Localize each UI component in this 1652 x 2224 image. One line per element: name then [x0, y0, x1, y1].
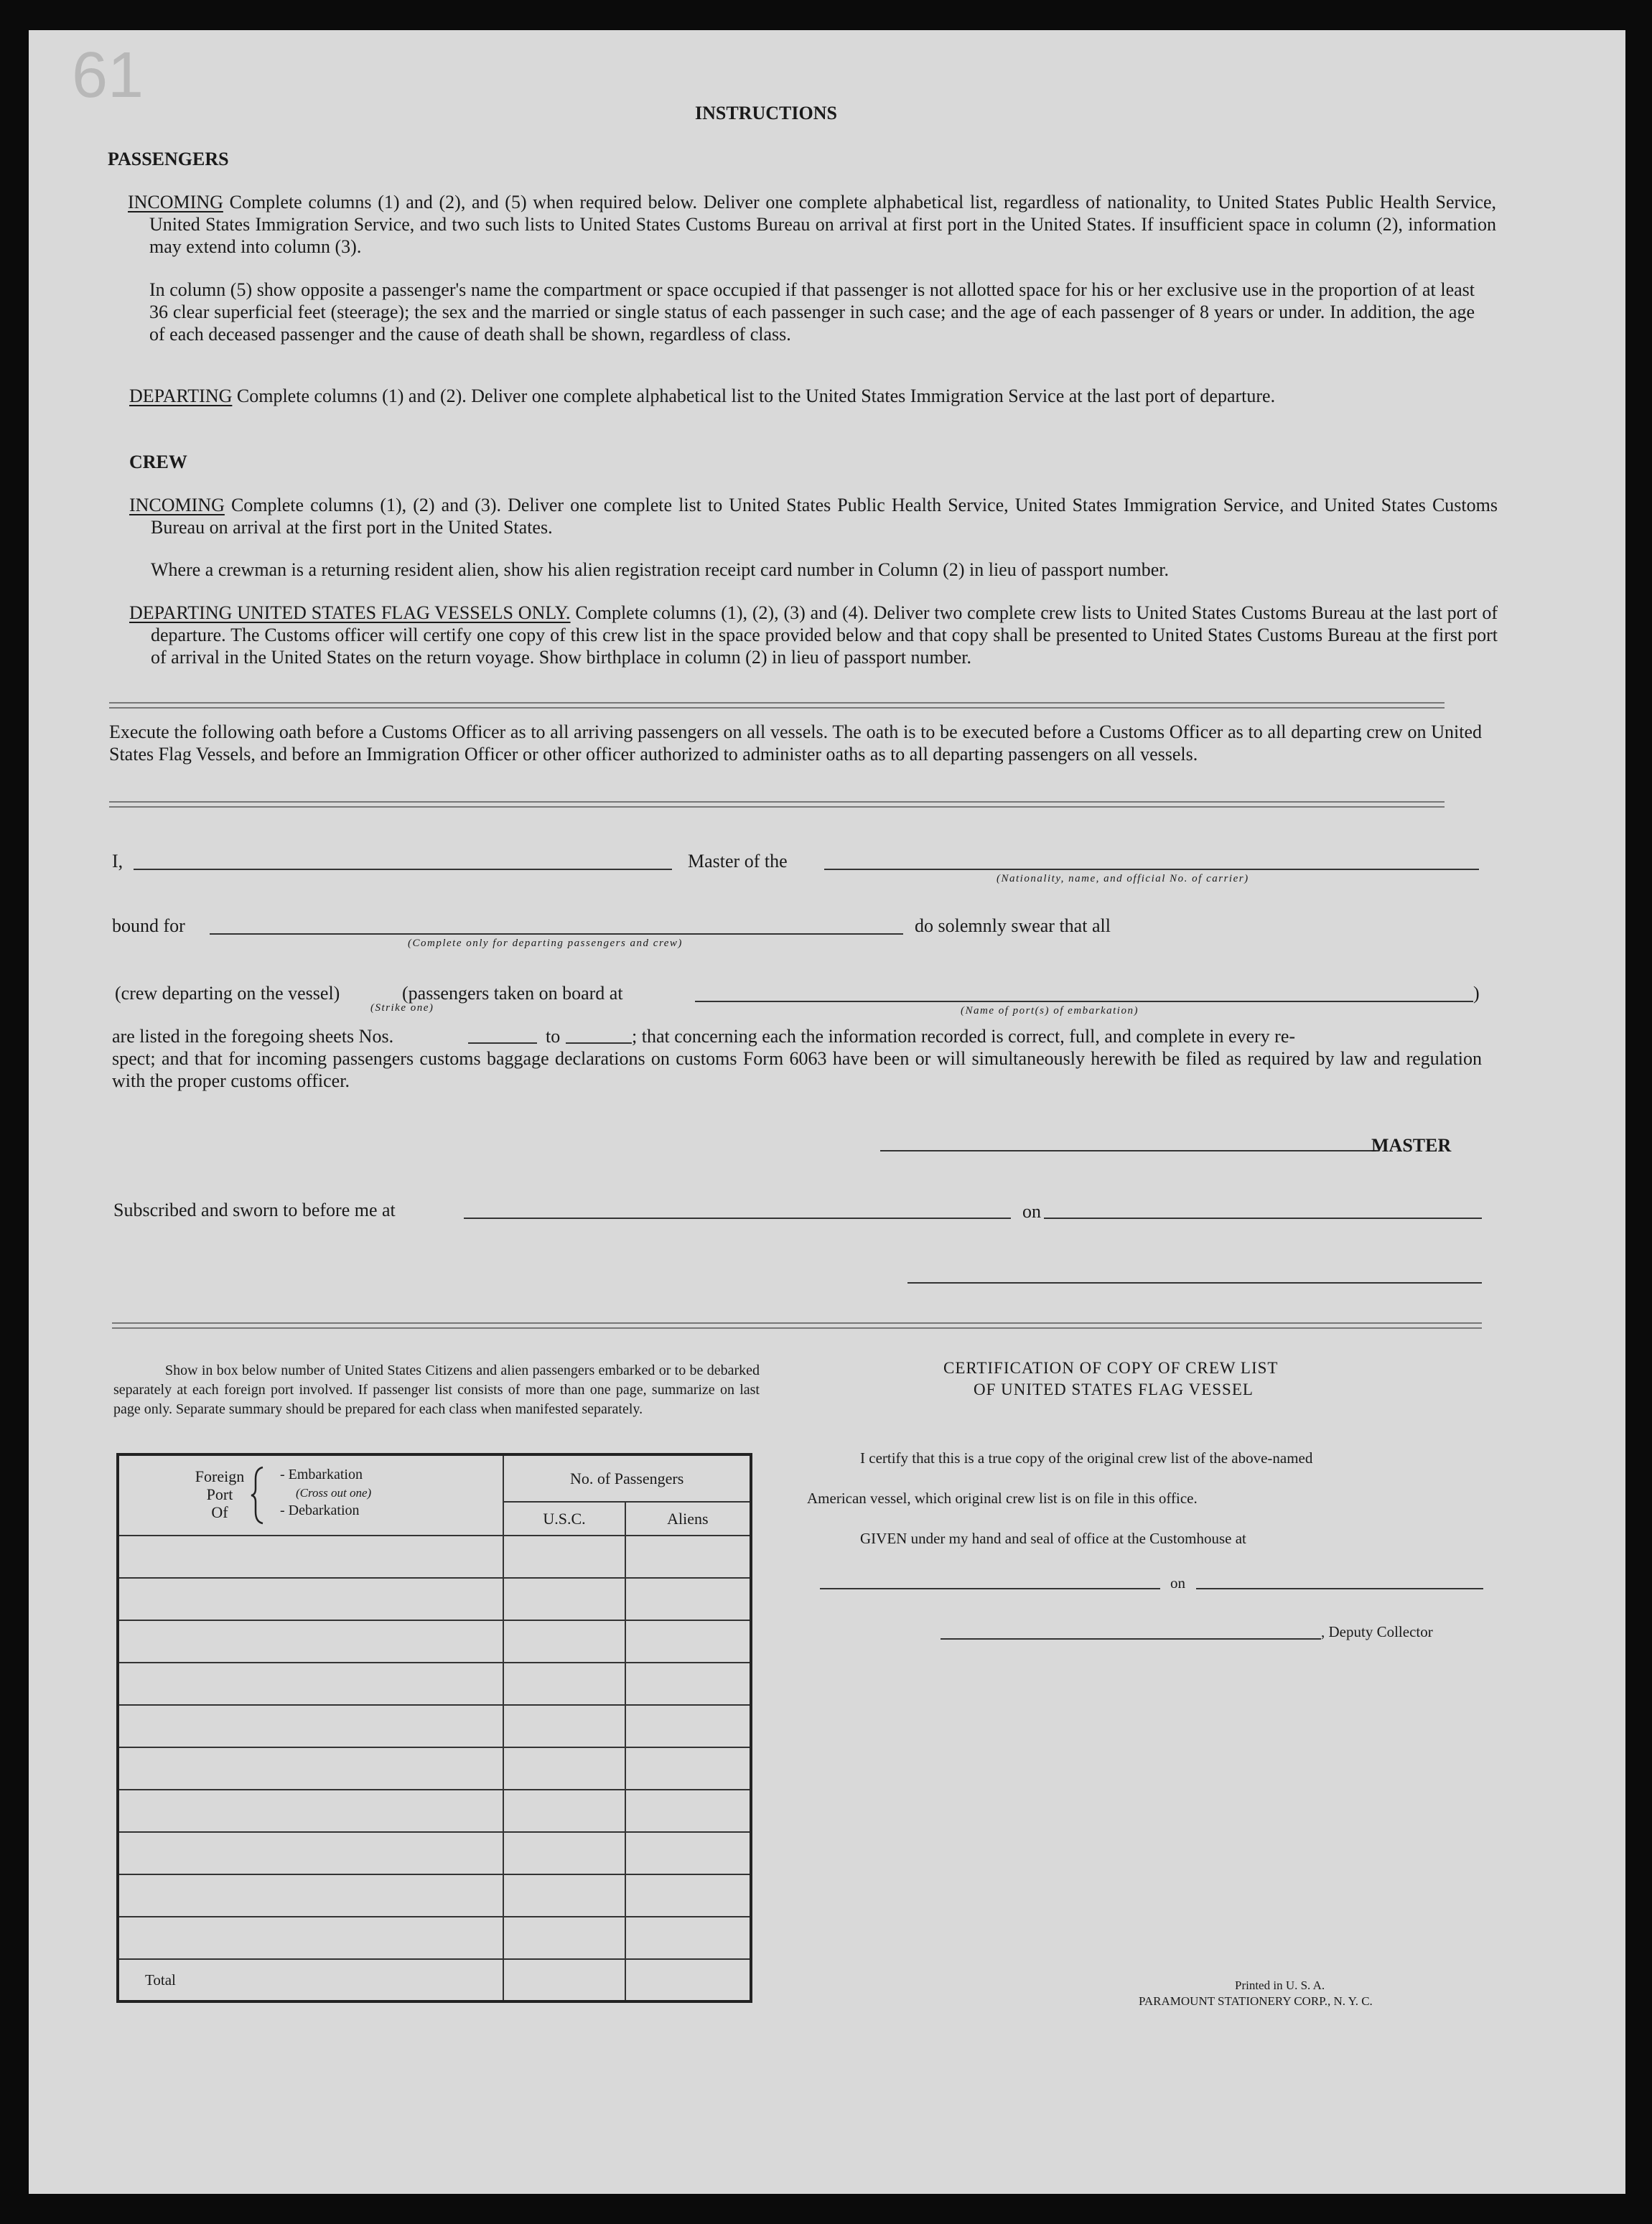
subscribed-label: Subscribed and sworn to before me at [113, 1200, 396, 1220]
certification-date-field[interactable] [1196, 1588, 1483, 1589]
foreign-label: Foreign [195, 1467, 245, 1485]
page-number: 61 [72, 39, 144, 111]
sworn-date-field[interactable] [1044, 1218, 1482, 1219]
aliens-cell[interactable] [625, 1620, 751, 1663]
aliens-cell[interactable] [625, 1832, 751, 1874]
aliens-cell[interactable] [625, 1536, 751, 1578]
port-cell[interactable] [118, 1620, 503, 1663]
crew-incoming-paragraph [129, 494, 1498, 538]
table-row [118, 1705, 751, 1747]
close-paren: ) [1473, 983, 1480, 1004]
aliens-cell[interactable] [625, 1874, 751, 1917]
passengers-incoming-paragraph [128, 191, 1496, 258]
embarkation-ports-field[interactable] [695, 1001, 1473, 1002]
aliens-cell[interactable] [625, 1959, 751, 2001]
usc-cell[interactable] [503, 1620, 625, 1663]
crew-departing-text: Complete columns (1), (2), (3) and (4). Deliver two complete crew lists to United States Customs Bureau at the last port of departure. The Customs officer will certify one copy of this crew list in the space provided below and that copy shall be presented to United States Customs Bureau at the first port of arrival in the United States on the return voyage. Show birthplace in column (2) in lieu of passport number. [151, 602, 1498, 668]
table-row [118, 1790, 751, 1832]
master-label: MASTER [1371, 1135, 1452, 1156]
port-cell[interactable] [118, 1747, 503, 1790]
aliens-cell[interactable] [625, 1705, 751, 1747]
crew-heading: CREW [129, 452, 187, 472]
passengers-incoming-label: INCOMING [128, 192, 223, 212]
strike-one-caption: (Strike one) [370, 1002, 434, 1014]
passengers-column5-paragraph: In column (5) show opposite a passenger's name the compartment or space occupied if that passenger is not allotted space for his or her exclusive use in the proportion of at least 36 clear superficial feet (steerage); the sex and the married or single status of each passenger in such case; and the age of each passenger of 8 years or under. In addition, the age of each deceased passenger and the cause of death shall be shown, regardless of class. [149, 279, 1475, 345]
usc-cell[interactable] [503, 1705, 625, 1747]
passengers-heading: PASSENGERS [108, 149, 229, 169]
usc-cell[interactable] [503, 1747, 625, 1790]
carrier-caption: (Nationality, name, and official No. of carrier) [997, 873, 1249, 884]
destination-caption: (Complete only for departing passengers and crew) [408, 938, 683, 949]
page-title: INSTRUCTIONS [695, 103, 837, 123]
sworn-place-field[interactable] [464, 1218, 1011, 1219]
port-cell[interactable] [118, 1917, 503, 1959]
table-row [118, 1747, 751, 1790]
listed-text-a: are listed in the foregoing sheets Nos. [112, 1026, 394, 1047]
aliens-cell[interactable] [625, 1578, 751, 1620]
certification-heading-1: CERTIFICATION OF COPY OF CREW LIST [943, 1359, 1279, 1377]
sheet-to-field[interactable] [566, 1042, 632, 1044]
usc-cell[interactable] [503, 1874, 625, 1917]
usc-header: U.S.C. [503, 1502, 625, 1536]
no-of-passengers-header: No. of Passengers [503, 1454, 751, 1502]
aliens-cell[interactable] [625, 1917, 751, 1959]
port-cell[interactable] [118, 1663, 503, 1705]
aliens-cell[interactable] [625, 1790, 751, 1832]
divider [109, 702, 1445, 709]
table-row [118, 1578, 751, 1620]
aliens-cell[interactable] [625, 1663, 751, 1705]
certification-on: on [1170, 1574, 1185, 1592]
table-row [118, 1832, 751, 1874]
crew-incoming-label: INCOMING [129, 495, 225, 515]
brace-icon [250, 1466, 269, 1525]
oath-intro: Execute the following oath before a Customs Officer as to all arriving passengers on all vessels. The oath is to be executed before a Customs Officer as to all departing crew on United States Flag Vessels, and before an Immigration Officer or other officer authorized to administer oaths as to all departing passengers on all vessels. [109, 721, 1482, 765]
solemnly-swear-text: do solemnly swear that all [915, 915, 1111, 936]
destination-field[interactable] [210, 933, 903, 935]
usc-cell[interactable] [503, 1959, 625, 2001]
given-under-text: GIVEN under my hand and seal of office at the Customhouse at [860, 1530, 1246, 1547]
table-row [118, 1536, 751, 1578]
deputy-collector-label: , Deputy Collector [1321, 1623, 1433, 1640]
listed-text-rest: spect; and that for incoming passengers customs baggage declarations on customs Form 6063 have been or will simultaneously herewith be filed as required by law and regulation with the proper customs officer. [112, 1048, 1482, 1091]
officer-signature-field[interactable] [907, 1282, 1482, 1284]
port-cell[interactable] [118, 1536, 503, 1578]
crew-departing-label: DEPARTING UNITED STATES FLAG VESSELS ONLY. [129, 602, 571, 623]
port-label: Port [206, 1485, 233, 1503]
customhouse-field[interactable] [820, 1588, 1160, 1589]
master-signature-field[interactable] [880, 1150, 1378, 1151]
passenger-summary-table [116, 1453, 752, 2003]
table-row [118, 1917, 751, 1959]
aliens-cell[interactable] [625, 1747, 751, 1790]
listed-to: to [546, 1026, 561, 1047]
total-cell[interactable] [118, 1959, 503, 2001]
passengers-departing-text: Complete columns (1) and (2). Deliver one complete alphabetical list to the United States Immigration Service at the last port of departure. [236, 386, 1276, 406]
passengers-taken-option[interactable]: (passengers taken on board at [402, 983, 623, 1004]
printer-name: PARAMOUNT STATIONERY CORP., N. Y. C. [1139, 1994, 1373, 2008]
certify-line-2: American vessel, which original crew list is on file in this office. [807, 1490, 1198, 1507]
passengers-departing-paragraph [129, 385, 1496, 407]
ports-caption: (Name of port(s) of embarkation) [961, 1005, 1139, 1017]
aliens-header: Aliens [625, 1502, 751, 1536]
usc-cell[interactable] [503, 1832, 625, 1874]
carrier-field[interactable] [824, 869, 1479, 870]
table-row [118, 1874, 751, 1917]
bound-for-label: bound for [112, 915, 185, 936]
certify-line-1: I certify that this is a true copy of the original crew list of the above-named [860, 1449, 1313, 1467]
divider [109, 801, 1445, 808]
port-cell[interactable] [118, 1790, 503, 1832]
printed-in-usa: Printed in U. S. A. [1235, 1978, 1325, 1992]
total-label: Total [145, 1971, 176, 1989]
summary-note: Show in box below number of United States Citizens and alien passengers embarked or to be debarked separately at each foreign port involved. If passenger list consists of more than one page, summarize on last page only. Separate summary should be prepared for each class when manifested separately. [113, 1363, 760, 1417]
crew-resident-alien-text: Where a crewman is a returning resident alien, show his alien registration receipt card number in Column (2) in lieu of passport number. [151, 559, 1170, 580]
table-row [118, 1620, 751, 1663]
passengers-incoming-text: Complete columns (1) and (2), and (5) when required below. Deliver one complete alphabetical list, regardless of nationality, to United States Public Health Service, United States Immigration Service, and two such lists to United States Customs Bureau on arrival at first port in the United States. If insufficient space in column (2), information may extend into column (3). [149, 192, 1497, 257]
usc-cell[interactable] [503, 1917, 625, 1959]
usc-cell[interactable] [503, 1790, 625, 1832]
debarkation-option[interactable]: - Debarkation [280, 1503, 360, 1518]
master-of-the-label: Master of the [688, 851, 788, 872]
crew-departing-option[interactable]: (crew departing on the vessel) [115, 983, 340, 1004]
crew-departing-paragraph [129, 602, 1498, 668]
divider [112, 1322, 1482, 1329]
listed-text-b: ; that concerning each the information recorded is correct, full, and complete in every re- [632, 1026, 1296, 1047]
table-row [118, 1663, 751, 1705]
usc-cell[interactable] [503, 1536, 625, 1578]
subscribed-on: on [1022, 1201, 1041, 1222]
port-header [118, 1454, 503, 1536]
of-label: Of [211, 1503, 228, 1521]
oath-i: I, [112, 851, 123, 872]
master-name-field[interactable] [134, 869, 672, 870]
form-sheet [29, 30, 1625, 2194]
certification-heading-2: OF UNITED STATES FLAG VESSEL [974, 1380, 1254, 1398]
sheet-from-field[interactable] [468, 1042, 537, 1044]
embarkation-option[interactable]: - Embarkation [280, 1467, 363, 1482]
port-cell[interactable] [118, 1705, 503, 1747]
port-cell[interactable] [118, 1578, 503, 1620]
usc-cell[interactable] [503, 1578, 625, 1620]
passengers-departing-label: DEPARTING [129, 386, 233, 406]
usc-cell[interactable] [503, 1663, 625, 1705]
deputy-collector-signature-field[interactable] [941, 1638, 1321, 1640]
port-cell[interactable] [118, 1874, 503, 1917]
port-cell[interactable] [118, 1832, 503, 1874]
crew-incoming-text: Complete columns (1), (2) and (3). Deliver one complete list to United States Public Health Service, United States Immigration Service, and United States Customs Bureau on arrival at the first port in the United States. [151, 495, 1498, 538]
cross-out-note: (Cross out one) [296, 1486, 372, 1500]
table-row [118, 1959, 751, 2001]
